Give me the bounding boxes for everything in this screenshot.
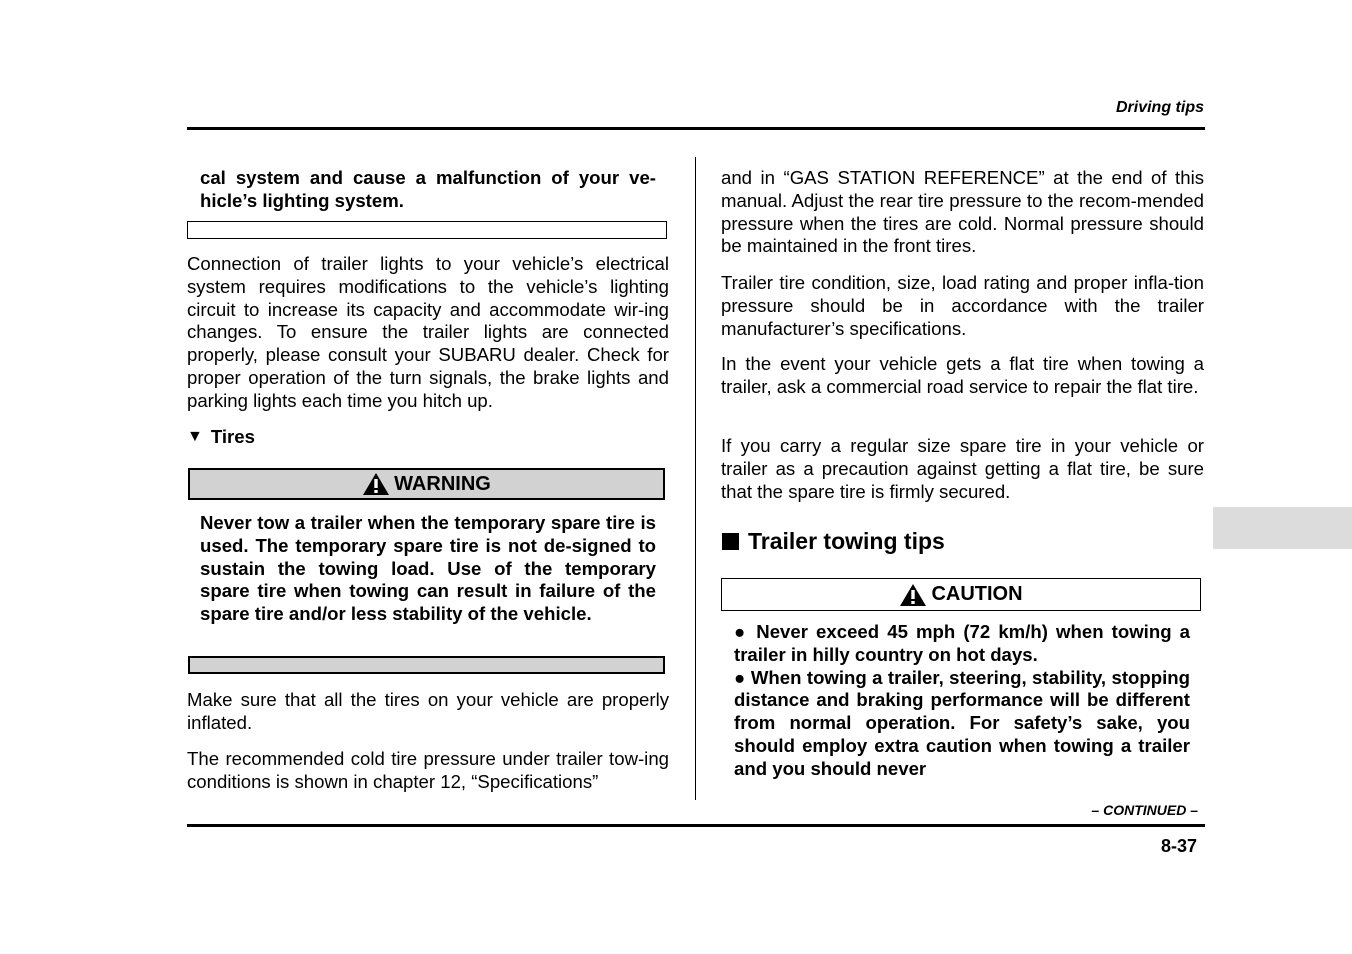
tires-subheading xyxy=(187,426,255,448)
caution-bullet: ● Never exceed 45 mph (72 km/h) when towing a trailer in hilly country on hot days. xyxy=(734,621,1190,665)
warning-header xyxy=(188,468,665,500)
section-heading xyxy=(722,528,945,555)
cold-pressure-paragraph: The recommended cold tire pressure under trailer tow-ing conditions is shown in chapter 12, “Specifications” xyxy=(187,748,669,792)
caution-text xyxy=(734,621,1190,781)
warning-box-end xyxy=(187,221,667,239)
spare-tire-paragraph: If you carry a regular size spare tire in your vehicle or trailer as a precaution against getting a flat tire, be sure that the spare tire is firmly secured. xyxy=(721,435,1204,502)
caution-triangle-icon xyxy=(899,583,927,607)
page-number: 8-37 xyxy=(1160,836,1197,856)
caution-label: CAUTION xyxy=(931,583,1023,605)
header-rule xyxy=(187,127,1205,130)
running-header: Driving tips xyxy=(1115,99,1204,116)
triangle-down-icon: ▼ xyxy=(187,428,203,445)
trailer-tire-paragraph: Trailer tire condition, size, load rating and proper infla-tion pressure should be in accordance with the trailer manufacturer’s specifications. xyxy=(721,272,1204,339)
inflation-paragraph: Make sure that all the tires on your vehicle are properly inflated. xyxy=(187,689,669,733)
section-heading-label: Trailer towing tips xyxy=(748,528,945,554)
square-bullet-icon xyxy=(722,533,739,550)
continued-marker: – CONTINUED – xyxy=(1091,802,1198,818)
trailer-lights-paragraph: Connection of trailer lights to your vehicle’s electrical system requires modifications to the vehicle’s lighting circuit to increase its capacity and accommodate wir-ing changes. To ensure the trailer lights are connected properly, please consult your SUBARU dealer. Check for proper operation of the turn signals, the brake lights and parking lights each time you hitch up. xyxy=(187,253,669,411)
warning-label: WARNING xyxy=(394,472,491,495)
gas-station-paragraph: and in “GAS STATION REFERENCE” at the end of this manual. Adjust the rear tire pressure to the recom-mended pressure when the tires are cold. Normal pressure should be maintained in the front tires. xyxy=(721,167,1204,257)
flat-tire-paragraph: In the event your vehicle gets a flat tire when towing a trailer, ask a commercial road service to repair the flat tire. xyxy=(721,353,1204,397)
caution-header xyxy=(721,578,1201,611)
warning-footer xyxy=(188,656,665,674)
warning-triangle-icon xyxy=(362,472,390,496)
chapter-tab xyxy=(1213,507,1352,549)
warning-continuation: cal system and cause a malfunction of your ve-hicle’s lighting system. xyxy=(200,167,656,211)
warning-text: Never tow a trailer when the temporary spare tire is used. The temporary spare tire is not de-signed to sustain the towing load. Use of the temporary spare tire when towing can result in failure of the spare tire and/or less stability of the vehicle. xyxy=(200,512,656,625)
column-divider xyxy=(695,157,696,800)
footer-rule xyxy=(187,824,1205,827)
caution-bullet: ● When towing a trailer, steering, stability, stopping distance and braking performance will be different from normal operation. For safety’s sake, you should employ extra caution when towing a trailer and you should never xyxy=(734,666,1190,779)
subheading-label: Tires xyxy=(210,426,255,447)
